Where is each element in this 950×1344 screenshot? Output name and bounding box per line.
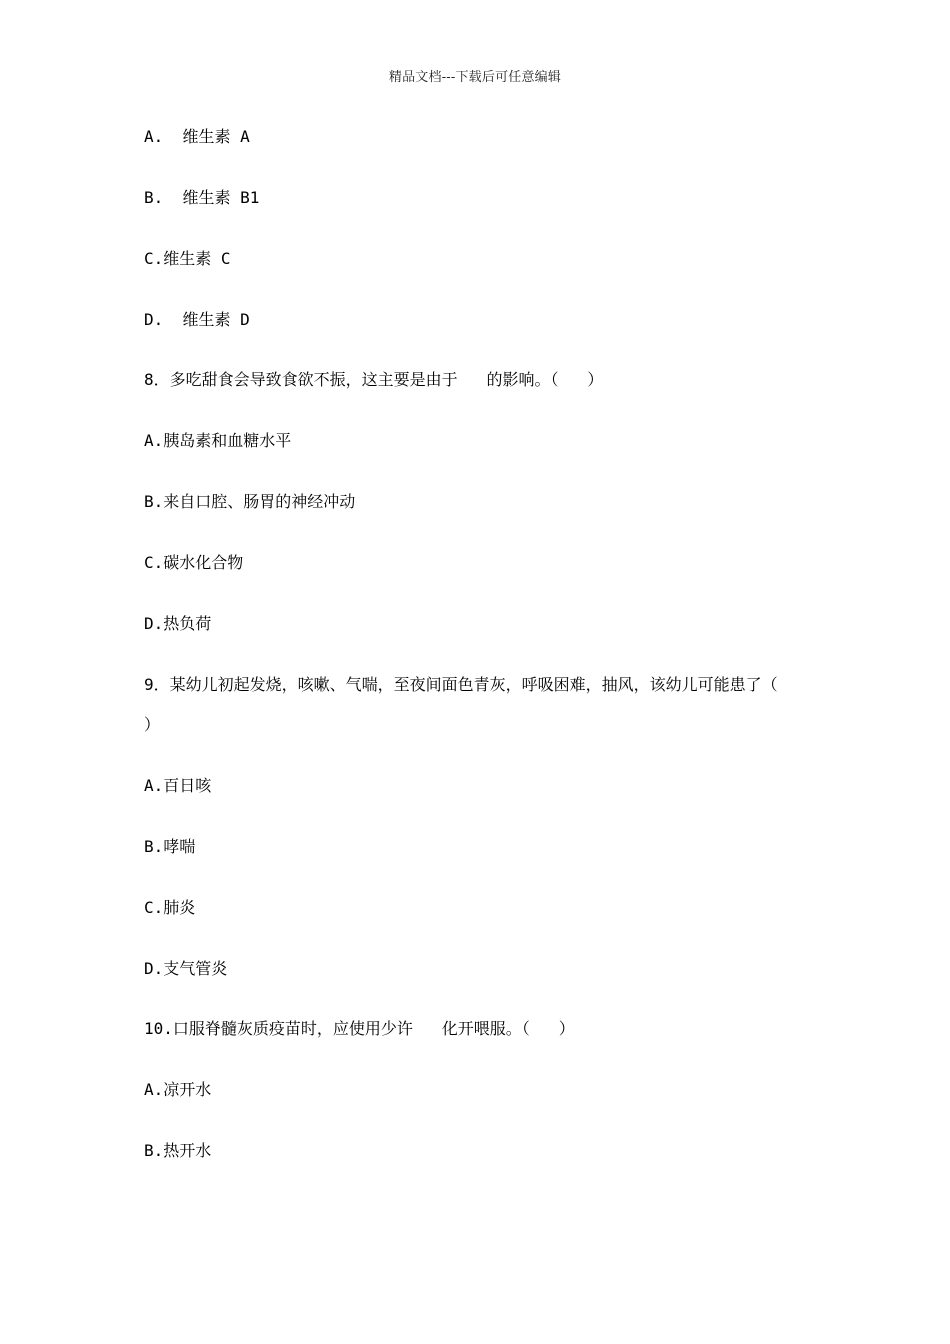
q7-option-b: B. 维生素 B1 [144,188,260,207]
q9-question-line2: ） [144,715,161,734]
q8-option-a: A.胰岛素和血糖水平 [144,431,292,450]
q7-option-c: C.维生素 C [144,249,231,268]
q10-option-b: B.热开水 [144,1141,212,1160]
q8-option-c: C.碳水化合物 [144,553,244,572]
q9-option-c: C.肺炎 [144,898,196,917]
q9-question-line1: 9．某幼儿初起发烧，咳嗽、气喘，至夜间面色青灰，呼吸困难，抽风，该幼儿可能患了（ [144,675,778,694]
q9-option-b: B.哮喘 [144,837,196,856]
q9-option-a: A.百日咳 [144,776,212,795]
page-header: 精品文档---下载后可任意编辑 [388,70,562,85]
q8-option-d: D.热负荷 [144,614,212,633]
q8-question: 8．多吃甜食会导致食欲不振，这主要是由于 的影响。（ ） [144,370,604,389]
q9-option-d: D.支气管炎 [144,959,228,978]
q10-question: 10.口服脊髓灰质疫苗时，应使用少许 化开喂服。（ ） [144,1019,575,1038]
q7-option-a: A. 维生素 A [144,127,250,146]
q7-option-d: D. 维生素 D [144,310,250,329]
q8-option-b: B.来自口腔、肠胃的神经冲动 [144,492,356,511]
q10-option-a: A.凉开水 [144,1080,212,1099]
